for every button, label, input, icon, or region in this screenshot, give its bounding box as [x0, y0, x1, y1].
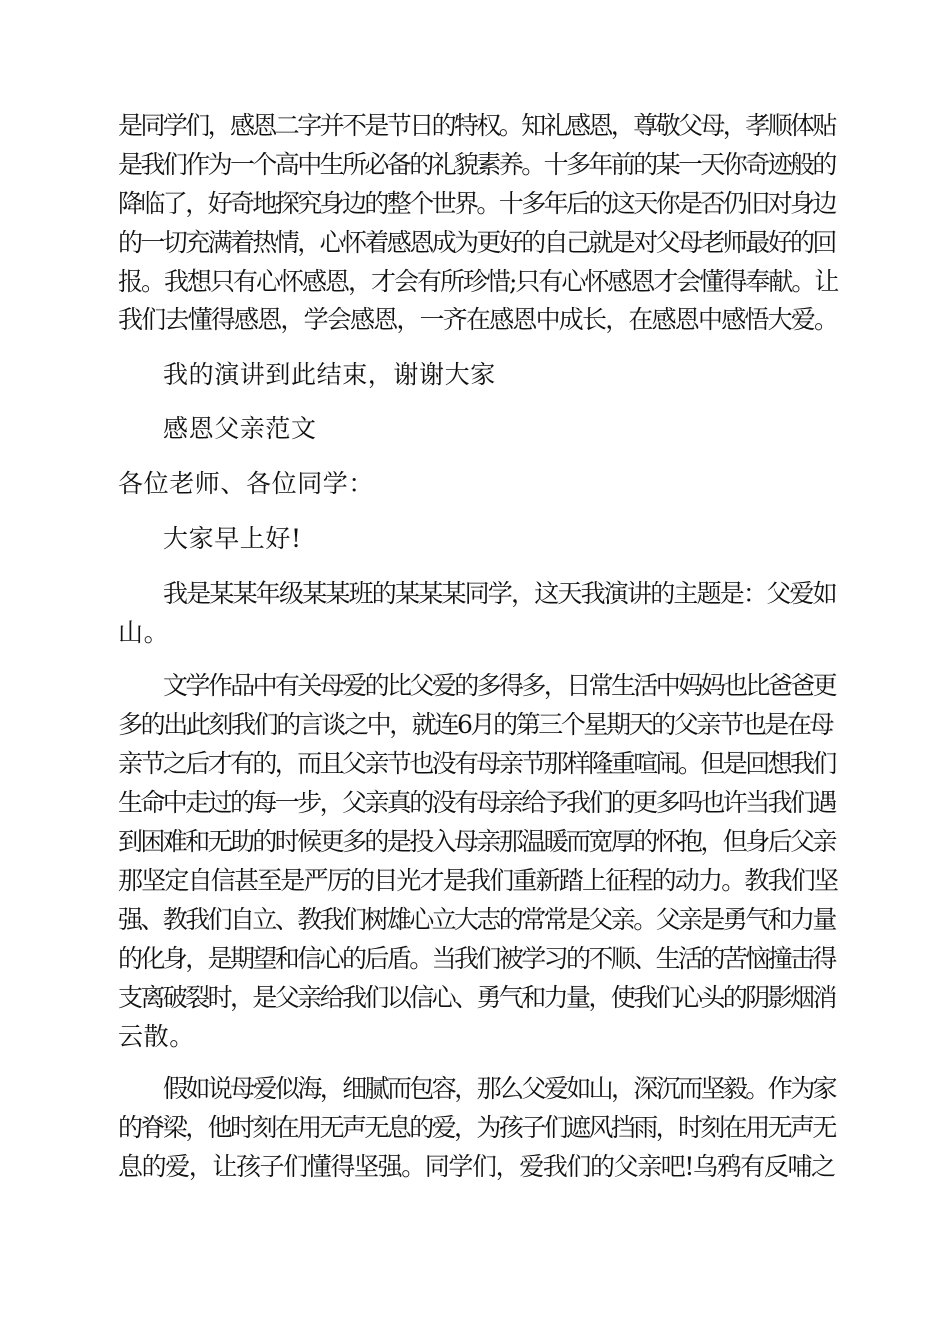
text-line: 息的爱，让孩子们懂得坚强。同学们，爱我们的父亲吧!乌鸦有反哺之 [118, 1152, 835, 1181]
text-line: 强、教我们自立、教我们树雄心立大志的常常是父亲。父亲是勇气和力量 [118, 905, 835, 934]
text-line: 是同学们，感恩二字并不是节日的特权。知礼感恩，尊敬父母，孝顺体贴 [118, 111, 835, 140]
text-line: 的脊梁，他时刻在用无声无息的爱，为孩子们遮风挡雨，时刻在用无声无 [118, 1113, 835, 1142]
text-line: 那坚定自信甚至是严厉的目光才是我们重新踏上征程的动力。教我们坚 [118, 866, 838, 895]
text-line: 的化身，是期望和信心的后盾。当我们被学习的不顺、生活的苦恼撞击得 [118, 944, 835, 973]
text-line: 多的出此刻我们的言谈之中，就连6月的第三个星期天的父亲节也是在母 [118, 710, 833, 739]
speech-ending-line: 我的演讲到此结束，谢谢大家 [163, 360, 496, 389]
text-line: 是我们作为一个高中生所必备的礼貌素养。十多年前的某一天你奇迹般的 [118, 150, 835, 179]
text-line: 山。 [118, 618, 170, 647]
text-line: 的一切充满着热情，心怀着感恩成为更好的自己就是对父母老师最好的回 [118, 228, 835, 257]
salutation: 各位老师、各位同学： [118, 469, 375, 498]
text-line: 亲节之后才有的，而且父亲节也没有母亲节那样隆重喧闹。但是回想我们 [118, 749, 835, 778]
text-line: 支离破裂时，是父亲给我们以信心、勇气和力量，使我们心头的阴影烟消 [118, 983, 835, 1012]
text-line: 文学作品中有关母爱的比父爱的多得多，日常生活中妈妈也比爸爸更 [163, 671, 836, 700]
text-line: 报。我想只有心怀感恩，才会有所珍惜;只有心怀感恩才会懂得奉献。让 [118, 267, 838, 296]
greeting: 大家早上好! [163, 524, 302, 553]
text-line: 生命中走过的每一步，父亲真的没有母亲给予我们的更多吗也许当我们遇 [118, 788, 835, 817]
text-line: 降临了，好奇地探究身边的整个世界。十多年后的这天你是否仍旧对身边 [118, 189, 835, 218]
text-line: 假如说母爱似海，细腻而包容，那么父爱如山，深沉而坚毅。作为家 [163, 1074, 836, 1103]
text-line: 我们去懂得感恩，学会感恩，一齐在感恩中成长，在感恩中感悟大爱。 [118, 305, 838, 334]
section-title: 感恩父亲范文 [163, 414, 317, 443]
text-line: 我是某某年级某某班的某某某同学，这天我演讲的主题是：父爱如 [163, 579, 836, 608]
text-line: 云散。 [118, 1022, 195, 1051]
text-line: 到困难和无助的时候更多的是投入母亲那温暖而宽厚的怀抱，但身后父亲 [118, 827, 835, 856]
